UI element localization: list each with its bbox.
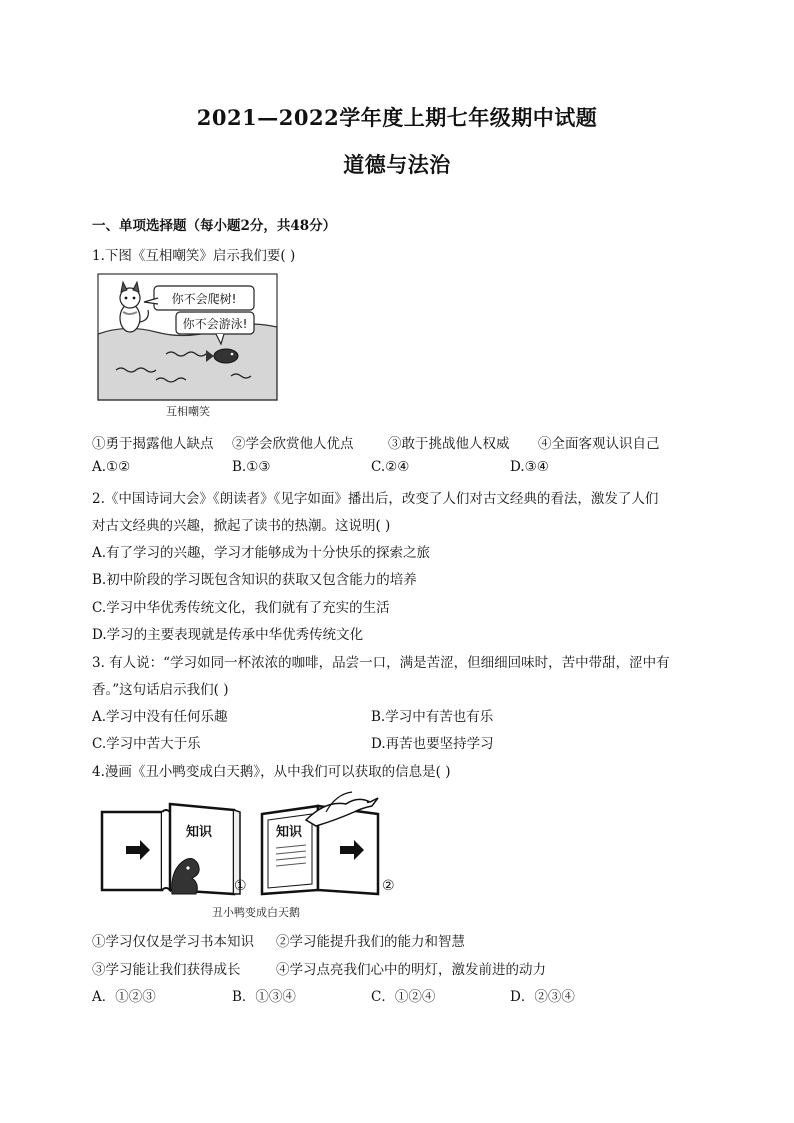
book-label-2: 知识 bbox=[276, 825, 303, 840]
q1-image-caption: 互相嘲笑 bbox=[166, 405, 210, 418]
q3-option-a[interactable]: A.学习中没有任何乐趣 bbox=[92, 709, 228, 725]
q4-image-caption: 丑小鸭变成白天鹅 bbox=[212, 906, 300, 919]
q1-option-d[interactable]: D.③④ bbox=[510, 459, 549, 475]
q1-statement-1: ①勇于揭露他人缺点 bbox=[92, 436, 214, 452]
q3-option-c[interactable]: C.学习中苦大于乐 bbox=[92, 736, 201, 752]
exam-title: 2021—2022学年度上期七年级期中试题 bbox=[196, 105, 598, 130]
subject-title: 道德与法治 bbox=[343, 152, 451, 177]
q1-option-b[interactable]: B.①③ bbox=[232, 459, 271, 475]
q4-cartoon bbox=[96, 790, 408, 920]
q1-statement-2: ②学会欣赏他人优点 bbox=[232, 436, 354, 452]
q1-cartoon bbox=[96, 272, 279, 422]
q4-statement-3: ③学习能让我们获得成长 bbox=[92, 962, 241, 978]
q4-option-d[interactable]: D．②③④ bbox=[510, 989, 575, 1005]
q2-option-b[interactable]: B.初中阶段的学习既包含知识的获取又包含能力的培养 bbox=[92, 572, 417, 588]
q4-statement-4: ④学习点亮我们心中的明灯，激发前进的动力 bbox=[276, 962, 546, 978]
bubble2-text: 你不会游泳! bbox=[182, 317, 248, 331]
book-panel-1 bbox=[102, 804, 247, 894]
q2-stem-line1: 2.《中国诗词大会》《朗读者》《见字如面》播出后，改变了人们对古文经典的看法，激发了人们 bbox=[92, 491, 659, 507]
q4-option-a[interactable]: A．①②③ bbox=[92, 989, 156, 1005]
q3-option-d[interactable]: D.再苦也要坚持学习 bbox=[371, 736, 494, 752]
q4-statement-1: ①学习仅仅是学习书本知识 bbox=[92, 934, 254, 950]
q2-stem-line2: 对古文经典的兴趣，掀起了读书的热潮。这说明( ) bbox=[92, 518, 391, 534]
q3-option-b[interactable]: B.学习中有苦也有乐 bbox=[371, 709, 494, 725]
q3-stem-line2: 香。”这句话启示我们( ) bbox=[92, 682, 229, 698]
q1-statement-3: ③敢于挑战他人权威 bbox=[388, 436, 510, 452]
q4-option-c[interactable]: C．①②④ bbox=[371, 989, 436, 1005]
q1-option-a[interactable]: A.①② bbox=[92, 459, 131, 475]
q2-option-c[interactable]: C.学习中华优秀传统文化，我们就有了充实的生活 bbox=[92, 600, 390, 616]
q1-option-c[interactable]: C.②④ bbox=[371, 459, 410, 475]
q4-option-b[interactable]: B．①③④ bbox=[232, 989, 296, 1005]
section-heading: 一、单项选择题（每小题2分，共48分） bbox=[92, 218, 337, 234]
q4-stem: 4.漫画《丑小鸭变成白天鹅》，从中我们可以获取的信息是( ) bbox=[92, 764, 451, 780]
bubble1-text: 你不会爬树! bbox=[171, 292, 237, 306]
q1-statement-4: ④全面客观认识自己 bbox=[538, 436, 660, 452]
q2-option-a[interactable]: A.有了学习的兴趣，学习才能够成为十分快乐的探索之旅 bbox=[92, 545, 431, 561]
q3-stem-line1: 3. 有人说：“学习如同一杯浓浓的咖啡，品尝一口，满是苦涩，但细细回味时，苦中带甜，涩中有 bbox=[92, 655, 670, 671]
q1-stem: 1.下图《互相嘲笑》启示我们要( ) bbox=[92, 248, 296, 264]
q2-option-d[interactable]: D.学习的主要表现就是传承中华优秀传统文化 bbox=[92, 627, 364, 643]
panel-num-1: ① bbox=[234, 878, 247, 894]
q4-statement-2: ②学习能提升我们的能力和智慧 bbox=[276, 934, 465, 950]
book-label-1: 知识 bbox=[186, 825, 213, 840]
panel-num-2: ② bbox=[382, 878, 395, 894]
